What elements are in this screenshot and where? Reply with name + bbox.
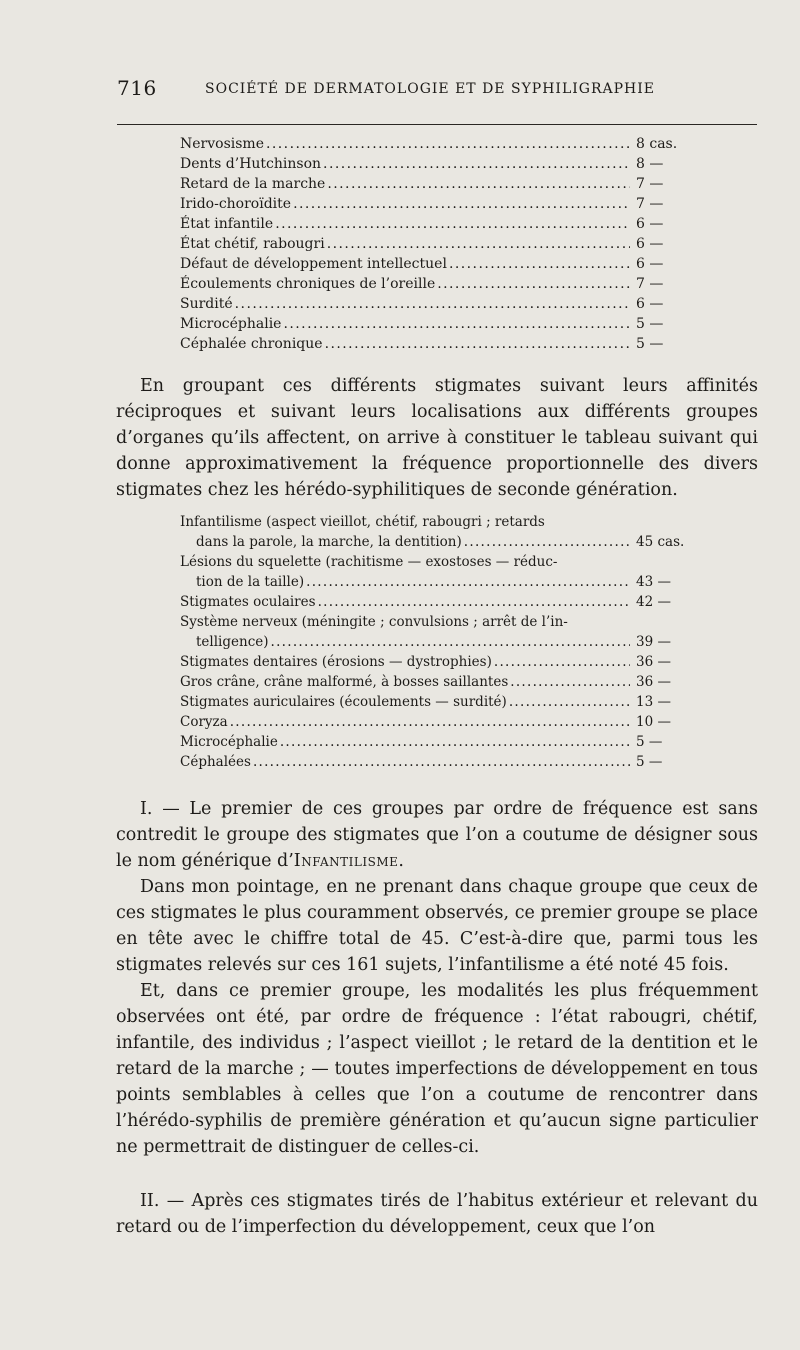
- list-item: Défaut de développement intellectuel . . . 6 —: [180, 254, 688, 274]
- stigmata-list-2: [180, 512, 688, 772]
- list-item: Coryza . . . 10 —: [180, 712, 688, 732]
- page-number: 716: [117, 76, 157, 100]
- list-item: État infantile . . . 6 —: [180, 214, 688, 234]
- paragraph-text: II. — Après ces stigmates tirés de l’habitus extérieur et relevant du retard ou de l’imperfection du développement, ceux que l’on: [116, 1191, 758, 1237]
- paragraph-text: Dans mon pointage, en ne prenant dans chaque groupe que ceux de ces stigmates le plus couramment observés, ce premier groupe se place en tête avec le chiffre total de 45. C’est-à-dire que, parmi tous les stigmates relevés sur ces 161 sujets, l’infantilisme a été noté 45 fois.: [116, 877, 758, 975]
- list-item: Retard de la marche . . . 7 —: [180, 174, 688, 194]
- list-item: Surdité . . . 6 —: [180, 294, 688, 314]
- stigmata-list-1: [180, 134, 688, 354]
- list-item: telligence) . . . 39 —: [180, 632, 688, 652]
- list-item: Écoulements chroniques de l’oreille . . . 7 —: [180, 274, 688, 294]
- paragraph-text: En groupant ces différents stigmates suivant leurs affinités réciproques et suivant leurs localisations aux différents groupes d’organes qu’ils affectent, on arrive à constituer le tableau suivant qui donne approximativement la fréquence proportionnelle des divers stigmates chez les hérédo-syphilitiques de seconde génération.: [116, 376, 758, 500]
- list-item-line: Système nerveux (méningite ; convulsions ; arrêt de l’in-: [180, 614, 568, 630]
- list-item-line: Lésions du squelette (rachitisme — exostoses — réduc-: [180, 554, 558, 570]
- list-item: Céphalées . . . 5 —: [180, 752, 688, 772]
- page-header: [117, 76, 757, 100]
- list-item: Stigmates auriculaires (écoulements — surdité) . . . 13 —: [180, 692, 688, 712]
- list-item: Microcéphalie . . . 5 —: [180, 732, 688, 752]
- list-item: dans la parole, la marche, la dentition) . . . 45 cas.: [180, 532, 688, 552]
- paragraph-grouping: [116, 373, 758, 503]
- header-rule: [117, 124, 757, 125]
- list-item: Stigmates oculaires . . . 42 —: [180, 592, 688, 612]
- running-title: SOCIÉTÉ DE DERMATOLOGIE ET DE SYPHILIGRAPHIE: [205, 81, 656, 97]
- list-item: État chétif, rabougri . . . 6 —: [180, 234, 688, 254]
- list-item: Dents d’Hutchinson . . . 8 —: [180, 154, 688, 174]
- list-item: tion de la taille) . . . 43 —: [180, 572, 688, 592]
- smallcaps-term: Infantilisme: [293, 851, 399, 871]
- section-two: [116, 1188, 758, 1240]
- list-item: Stigmates dentaires (érosions — dystrophies) . . . 36 —: [180, 652, 688, 672]
- list-item: Microcéphalie . . . 5 —: [180, 314, 688, 334]
- list-item: Céphalée chronique . . . 5 —: [180, 334, 688, 354]
- list-item: Irido-choroïdite . . . 7 —: [180, 194, 688, 214]
- list-item: Nervosisme . . . 8 cas.: [180, 134, 688, 154]
- paragraph-text: Et, dans ce premier groupe, les modalités les plus fréquemment observées ont été, par ordre de fréquence : l’état rabougri, chétif, infantile, des individus ; l’aspect vieillot ; le retard de la dentition et le retard de la marche ; — toutes imperfections de développement en tous points semblables à celles que l’on a coutume de rencontrer dans l’hérédo-syphilis de première génération et qu’aucun signe particulier ne permettrait de distinguer de celles-ci.: [116, 981, 758, 1157]
- section-one: [116, 796, 758, 1160]
- list-item-line: Infantilisme (aspect vieillot, chétif, rabougri ; retards: [180, 514, 545, 530]
- paragraph-text: I. — Le premier de ces groupes par ordre de fréquence est sans contredit le groupe des stigmates que l’on a coutume de désigner sous le nom générique d’Infantilisme.: [116, 799, 758, 871]
- list-item: Gros crâne, crâne malformé, à bosses saillantes . . . 36 —: [180, 672, 688, 692]
